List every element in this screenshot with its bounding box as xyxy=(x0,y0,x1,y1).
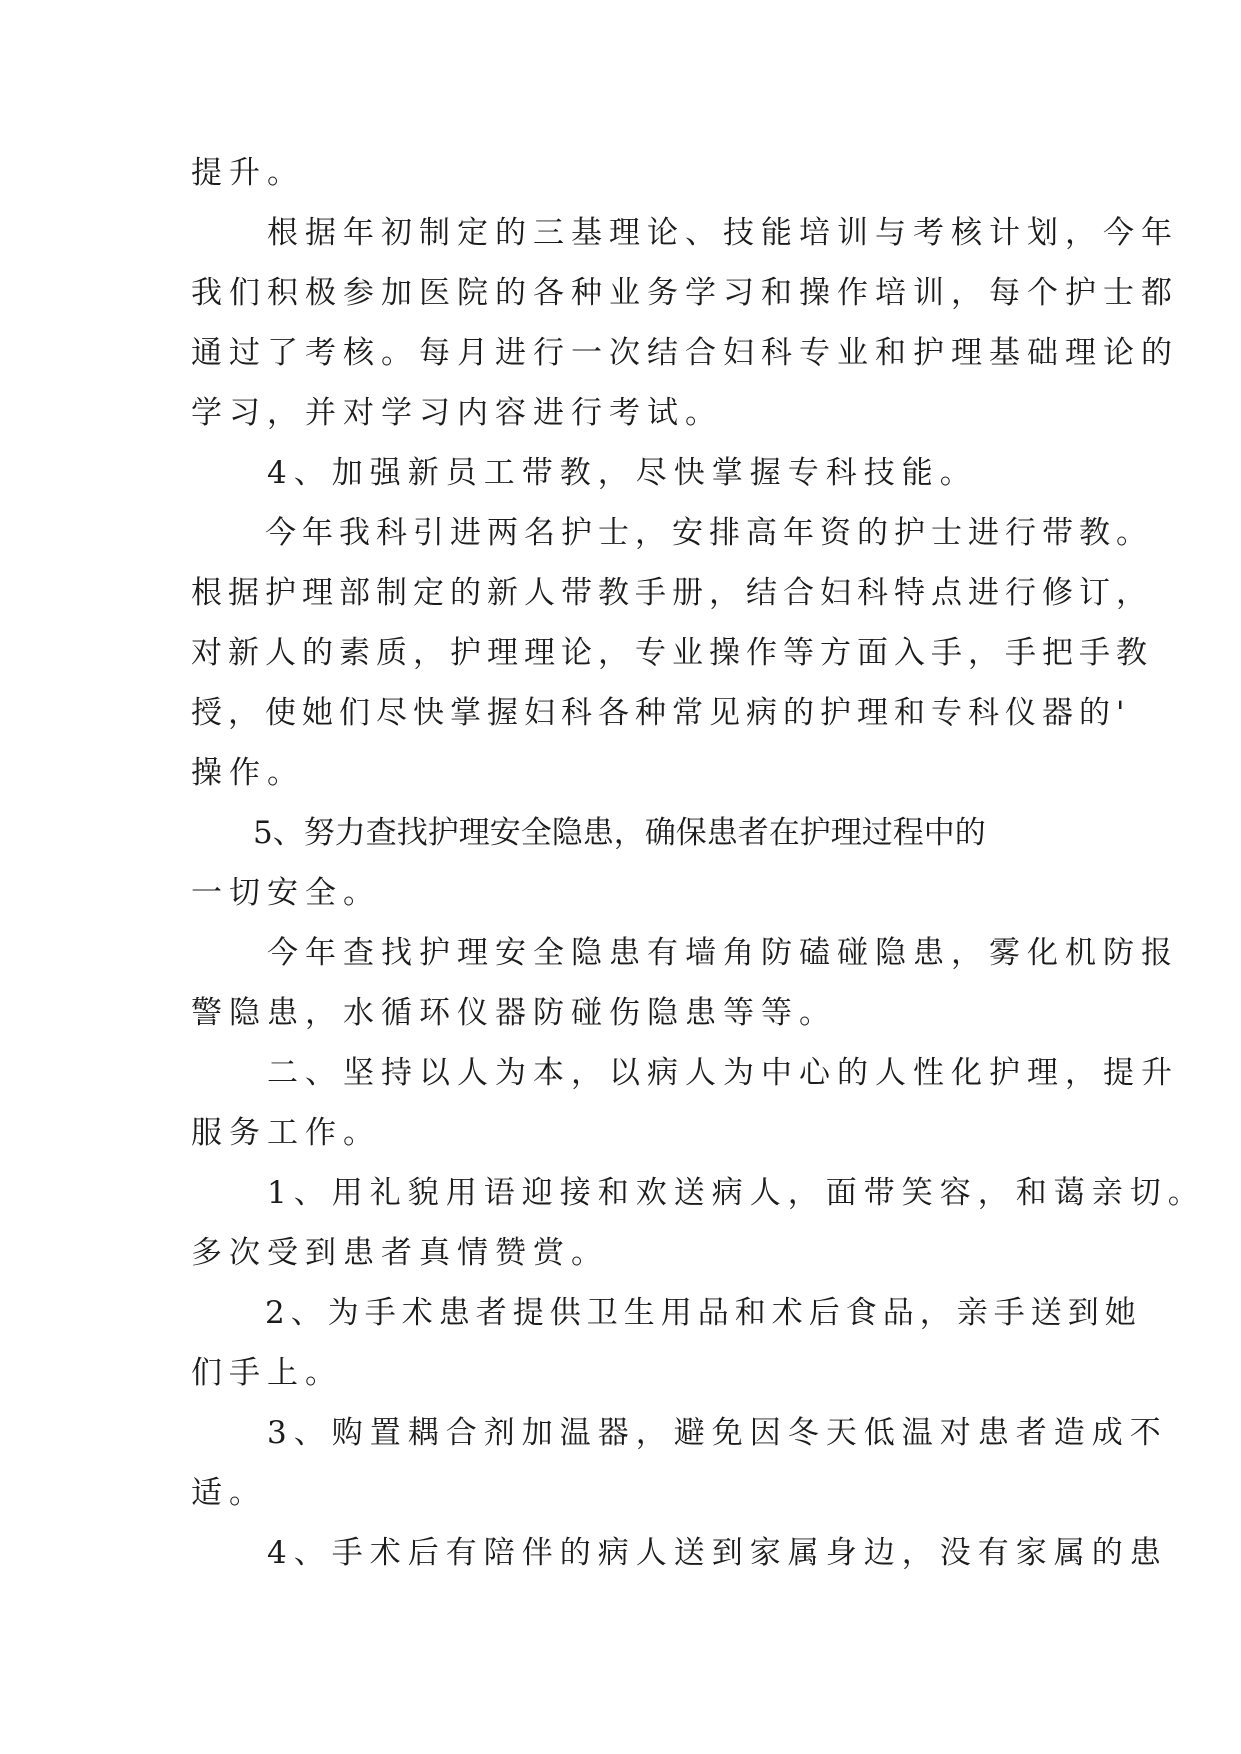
text-line: 多次受到患者真情赞赏。 xyxy=(191,1235,609,1271)
text-line: 适。 xyxy=(191,1475,267,1511)
text-line: 3、购置耦合剂加温器，避免因冬天低温对患者造成不 xyxy=(191,1415,1168,1451)
text-line: 2、为手术患者提供卫生用品和术后食品，亲手送到她 xyxy=(191,1295,1142,1331)
text-line: 们手上。 xyxy=(191,1355,343,1391)
text-line: 学习，并对学习内容进行考试。 xyxy=(191,395,723,431)
text-line: 我们积极参加医院的各种业务学习和操作培训，每个护士都 xyxy=(191,275,1179,311)
text-line: 根据年初制定的三基理论、技能培训与考核计划，今年 xyxy=(191,215,1179,251)
text-line: 一切安全。 xyxy=(191,875,381,911)
text-line: 授，使她们尽快掌握妇科各种常见病的护理和专科仪器的' xyxy=(191,695,1131,731)
text-line: 二、坚持以人为本，以病人为中心的人性化护理，提升 xyxy=(191,1055,1179,1091)
text-line: 提升。 xyxy=(191,155,305,191)
text-line: 通过了考核。每月进行一次结合妇科专业和护理基础理论的 xyxy=(191,335,1179,371)
text-line: 操作。 xyxy=(191,755,305,791)
text-line: 4、手术后有陪伴的病人送到家属身边，没有家属的患 xyxy=(191,1535,1168,1571)
text-line: 警隐患，水循环仪器防碰伤隐患等等。 xyxy=(191,995,837,1031)
text-line: 4、加强新员工带教，尽快掌握专科技能。 xyxy=(191,455,978,491)
text-line: 今年我科引进两名护士，安排高年资的护士进行带教。 xyxy=(191,515,1153,551)
text-line: 1、用礼貌用语迎接和欢送病人，面带笑容，和蔼亲切。 xyxy=(191,1175,1206,1211)
text-line: 根据护理部制定的新人带教手册，结合妇科特点进行修订， xyxy=(191,575,1153,611)
text-line: 5、努力查找护理安全隐患，确保患者在护理过程中的 xyxy=(191,815,986,851)
document-body xyxy=(191,155,1206,1598)
text-line: 服务工作。 xyxy=(191,1115,381,1151)
text-line: 今年查找护理安全隐患有墙角防磕碰隐患，雾化机防报 xyxy=(191,935,1179,971)
text-line: 对新人的素质，护理理论，专业操作等方面入手，手把手教 xyxy=(191,635,1153,671)
